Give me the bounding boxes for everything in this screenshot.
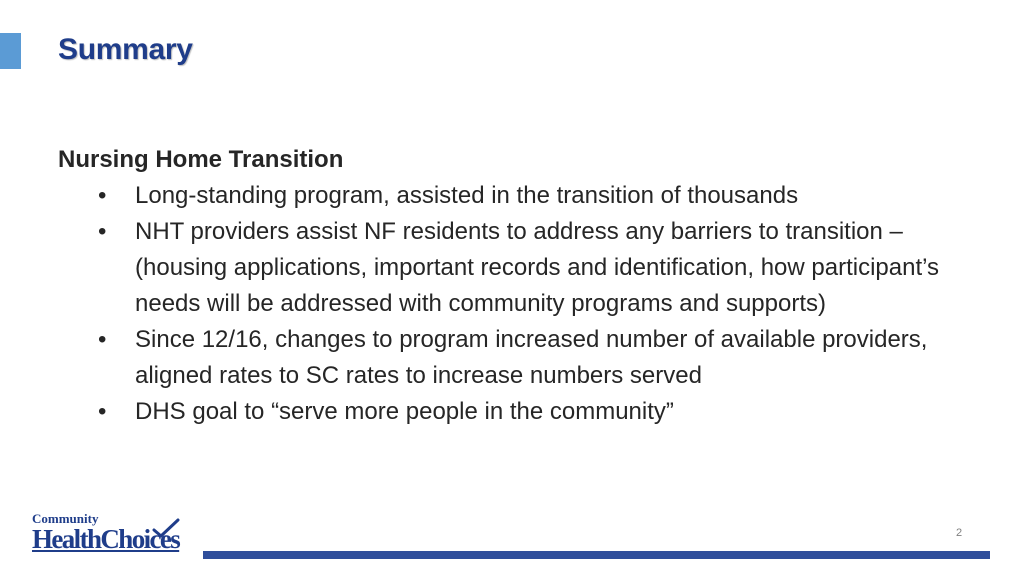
bullet-icon: • [98, 218, 107, 245]
title-accent-block [0, 33, 21, 69]
footer-bar [203, 551, 990, 559]
section-heading: Nursing Home Transition [58, 146, 344, 173]
bullet-text: DHS goal to “serve more people in the community” [135, 398, 674, 425]
bullet-item [58, 322, 958, 394]
bullet-icon: • [98, 398, 107, 425]
bullet-item [58, 394, 958, 430]
bullet-text: Long-standing program, assisted in the transition of thousands [135, 182, 799, 209]
bullet-text: NHT providers assist NF residents to address any barriers to transition – (housing applications, important records and identification, how participant’s needs will be addressed with community programs and supports) [135, 218, 940, 317]
logo-line-community: Community [32, 511, 99, 526]
slide-title: Summary [58, 33, 193, 66]
bullet-icon: • [98, 182, 107, 209]
community-healthchoices-logo [32, 512, 197, 556]
checkmark-icon [150, 518, 180, 538]
bullet-icon: • [98, 326, 107, 353]
logo-line-healthchoices: HealthChoices [32, 524, 180, 554]
page-number: 2 [956, 527, 963, 539]
bullet-item [58, 214, 958, 322]
slide-content [58, 142, 958, 430]
bullet-list [58, 178, 958, 430]
bullet-text: Since 12/16, changes to program increased number of available providers, aligned rates to SC rates to increase numbers served [135, 326, 928, 389]
bullet-item [58, 178, 958, 214]
